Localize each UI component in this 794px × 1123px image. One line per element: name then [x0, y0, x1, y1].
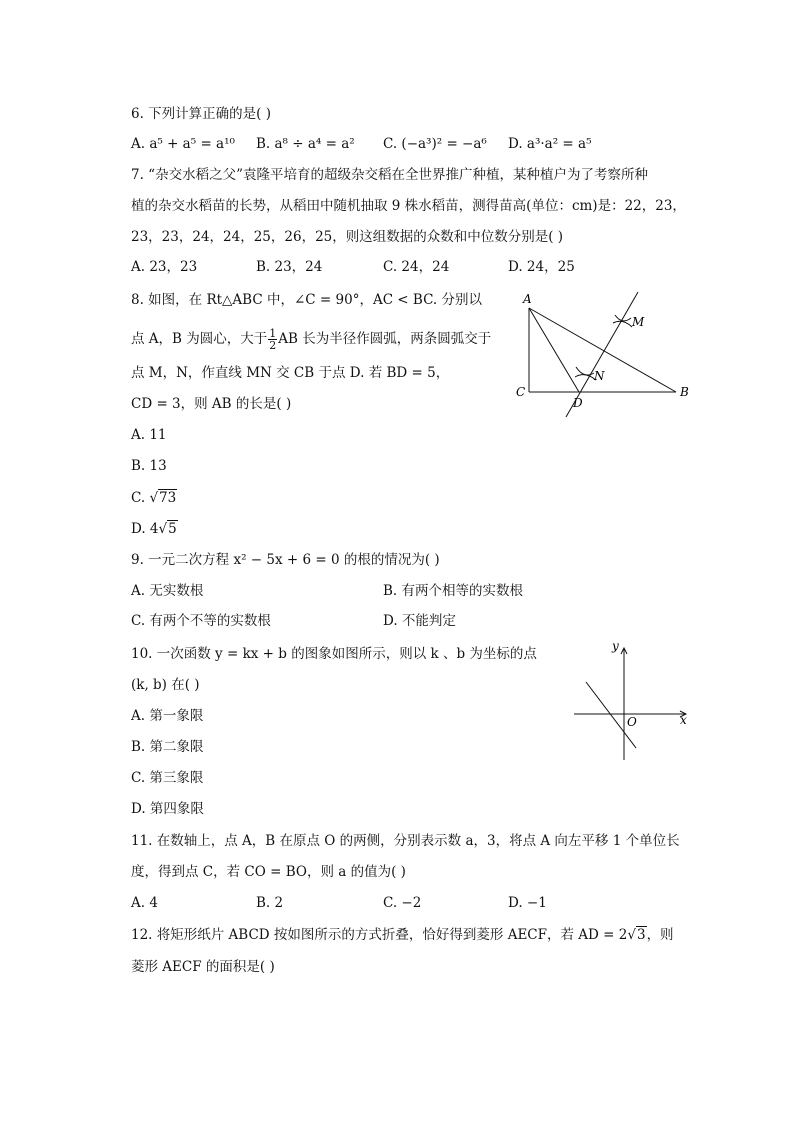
q8-line1: 8. 如图，在 Rt△ABC 中，∠C = 90°，AC < BC. 分别以 [131, 292, 483, 308]
q8-option-c: C. √73 [131, 490, 177, 506]
q7-option-d: D. 24，25 [508, 259, 575, 275]
label-m: M [632, 315, 645, 329]
q10-option-a: A. 第一象限 [131, 708, 204, 724]
q7-option-c: C. 24，24 [383, 259, 450, 275]
q12-line1-pre: 12. 将矩形纸片 ABCD 按如图所示的方式折叠，恰好得到菱形 AECF，若 AD = 2 [131, 927, 628, 943]
q8-line2 [131, 328, 491, 351]
q11-option-a: A. 4 [131, 895, 158, 911]
linear-function-graph [568, 640, 698, 765]
fraction-denominator: 2 [269, 339, 277, 352]
q9-stem: 9. 一元二次方程 x² − 5x + 6 = 0 的根的情况为( ) [131, 552, 440, 568]
q11-line2: 度，得到点 C，若 CO = BO，则 a 的值为( ) [131, 864, 406, 880]
label-origin: O [627, 715, 637, 729]
q11-option-b: B. 2 [256, 895, 284, 911]
q8-line4: CD = 3，则 AB 的长是( ) [131, 396, 292, 412]
q8-option-c-label: C. [131, 490, 150, 506]
q8-line3: 点 M，N，作直线 MN 交 CB 于点 D. 若 BD = 5， [131, 365, 450, 381]
q11-line1: 11. 在数轴上，点 A，B 在原点 O 的两侧，分别表示数 a，3，将点 A 向左平移 1 个单位长 [131, 833, 680, 849]
q12-line2: 菱形 AECF 的面积是( ) [131, 959, 275, 975]
sqrt-radicand: 3 [636, 927, 646, 943]
q6-option-c: C. (−a³)² = −a⁶ [383, 136, 487, 152]
q8-option-a: A. 11 [131, 427, 167, 443]
sqrt-radicand: 73 [159, 490, 177, 506]
q6-stem: 6. 下列计算正确的是( ) [131, 106, 271, 122]
q8-option-d: D. 4√5 [131, 521, 177, 537]
arc-mark-n2 [575, 375, 596, 380]
q12-line1: 12. 将矩形纸片 ABCD 按如图所示的方式折叠，恰好得到菱形 AECF，若 AD = 2√3，则 [131, 927, 674, 943]
q7-option-a: A. 23，23 [131, 259, 198, 275]
q10-option-c: C. 第三象限 [131, 770, 204, 786]
q10-option-d: D. 第四象限 [131, 801, 204, 817]
q8-line2-post: AB 长为半径作圆弧，两条圆弧交于 [278, 331, 492, 347]
q10-line1: 10. 一次函数 y = kx + b 的图象如图所示，则以 k 、b 为坐标的点 [131, 646, 537, 662]
half-fraction [268, 328, 277, 351]
q6-option-a: A. a⁵ + a⁵ = a¹⁰ [131, 136, 235, 152]
arc-mark-m2 [613, 321, 632, 327]
fraction-numerator: 1 [269, 327, 277, 340]
q9-option-b: B. 有两个相等的实数根 [383, 583, 524, 599]
label-d: D [573, 396, 583, 410]
q8-line2-pre: 点 A，B 为圆心，大于 [131, 331, 268, 347]
q7-line3: 23，23，24，24，25，26，25，则这组数据的众数和中位数分别是( ) [131, 229, 564, 245]
q7-line2: 植的杂交水稻苗的长势，从稻田中随机抽取 9 株水稻苗，测得苗高(单位：cm)是：22，23， [131, 198, 686, 214]
q7-option-b: B. 23，24 [256, 259, 323, 275]
q11-option-c: C. −2 [383, 895, 422, 911]
q8-option-d-label: D. 4 [131, 521, 159, 537]
q7-line1: 7. “杂交水稻之父”袁隆平培育的超级杂交稻在全世界推广种植，某种植户为了考察所种 [131, 167, 648, 183]
label-y: y [612, 640, 619, 653]
q9-option-a: A. 无实数根 [131, 583, 204, 599]
q10-line2: (k, b) 在( ) [131, 677, 200, 693]
triangle-construction-figure [510, 285, 700, 420]
sqrt-radicand: 5 [168, 521, 177, 537]
q9-option-c: C. 有两个不等的实数根 [131, 613, 271, 629]
q10-option-b: B. 第二象限 [131, 739, 204, 755]
arc-mark-n [576, 367, 594, 375]
label-c: C [516, 385, 526, 399]
q6-option-d: D. a³·a² = a⁵ [508, 136, 592, 152]
q9-option-d: D. 不能判定 [383, 613, 456, 629]
q8-option-b: B. 13 [131, 458, 167, 474]
q11-option-d: D. −1 [508, 895, 547, 911]
segment-ad [529, 308, 579, 392]
label-a: A [523, 292, 532, 306]
label-x: x [680, 713, 687, 727]
label-b: B [680, 385, 689, 399]
q6-option-b: B. a⁸ ÷ a⁴ = a² [256, 136, 355, 152]
label-n: N [594, 369, 605, 383]
q12-line1-post: ，则 [646, 927, 674, 943]
